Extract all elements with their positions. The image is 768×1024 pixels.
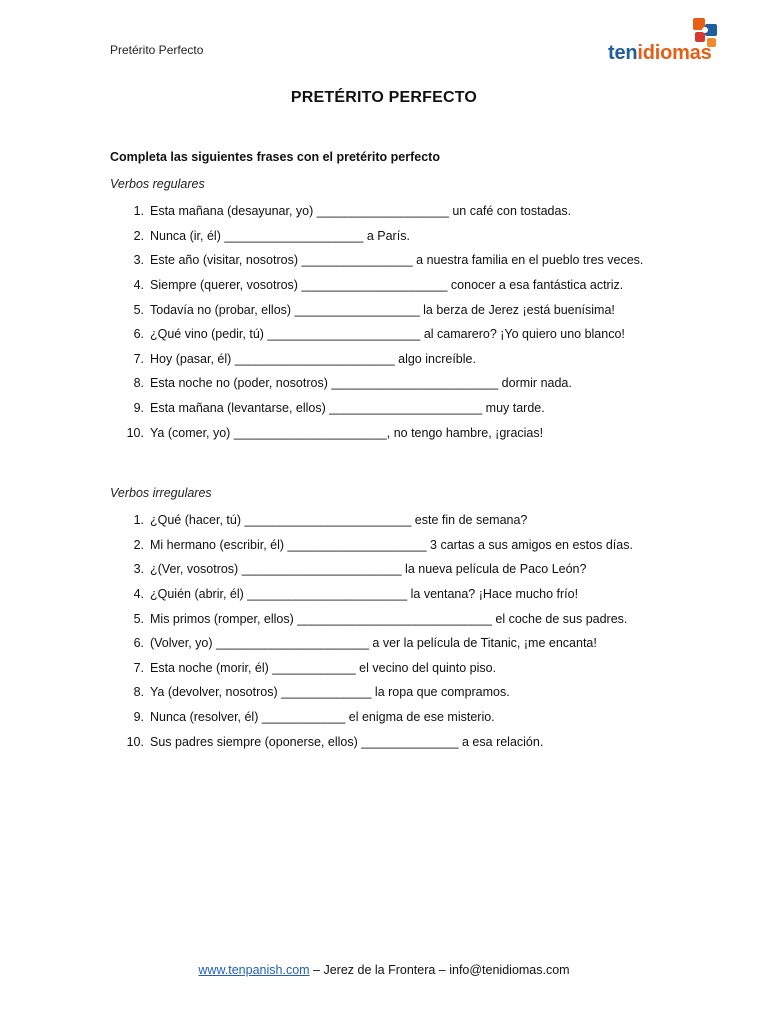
exercise-text: Mi hermano (escribir, él) ____________________ 3 cartas a sus amigos en estos días. — [150, 537, 633, 552]
exercise-number: 10. — [126, 734, 144, 749]
exercise-number: 8. — [133, 376, 144, 391]
exercise-list-regulares — [110, 199, 710, 445]
exercise-text: Esta mañana (desayunar, yo) ___________________ un café con tostadas. — [150, 204, 572, 219]
section-label-regulares: Verbos regulares — [110, 177, 205, 191]
exercise-number: 5. — [133, 611, 144, 626]
exercise-number: 7. — [133, 351, 144, 366]
exercise-item — [110, 606, 710, 631]
exercise-number: 4. — [133, 587, 144, 602]
exercise-item — [110, 729, 710, 754]
exercise-text: Esta noche no (poder, nosotros) ________________________ dormir nada. — [150, 376, 572, 391]
exercise-number: 5. — [133, 302, 144, 317]
exercise-item — [110, 224, 710, 249]
exercise-text: Hoy (pasar, él) _______________________ algo increíble. — [150, 351, 476, 366]
exercise-number: 7. — [133, 660, 144, 675]
website-link[interactable]: www.tenpanish.com — [198, 963, 310, 977]
exercise-item — [110, 508, 710, 533]
section-label-irregulares: Verbos irregulares — [110, 486, 212, 500]
exercise-number: 10. — [126, 425, 144, 440]
exercise-item — [110, 582, 710, 607]
exercise-text: Todavía no (probar, ellos) __________________ la berza de Jerez ¡está buenísima! — [150, 302, 615, 317]
exercise-item — [110, 248, 710, 273]
logo-idiomas: idiomas — [637, 42, 712, 64]
exercise-number: 1. — [133, 204, 144, 219]
exercise-item — [110, 199, 710, 224]
exercise-item — [110, 533, 710, 558]
exercise-item — [110, 631, 710, 656]
instructions: Completa las siguientes frases con el pretérito perfecto — [110, 150, 440, 164]
exercise-item — [110, 396, 710, 421]
exercise-item — [110, 680, 710, 705]
exercise-text: Sus padres siempre (oponerse, ellos) ______________ a esa relación. — [150, 734, 544, 749]
exercise-number: 6. — [133, 327, 144, 342]
logo-ten: ten — [608, 42, 638, 64]
exercise-number: 2. — [133, 537, 144, 552]
exercise-text: ¿Qué vino (pedir, tú) ______________________ al camarero? ¡Yo quiero uno blanco! — [150, 327, 625, 342]
exercise-item — [110, 322, 710, 347]
exercise-number: 4. — [133, 278, 144, 293]
exercise-text: ¿(Ver, vosotros) _______________________ la nueva película de Paco León? — [150, 562, 587, 577]
exercise-list-irregulares — [110, 508, 710, 754]
exercise-item — [110, 371, 710, 396]
exercise-text: Esta noche (morir, él) ____________ el vecino del quinto piso. — [150, 660, 497, 675]
exercise-text: ¿Qué (hacer, tú) ________________________ este fin de semana? — [150, 513, 528, 528]
exercise-number: 8. — [133, 685, 144, 700]
exercise-item — [110, 557, 710, 582]
exercise-number: 9. — [133, 710, 144, 725]
exercise-text: Siempre (querer, vosotros) _____________________ conocer a esa fantástica actriz. — [150, 278, 624, 293]
exercise-item — [110, 347, 710, 372]
footer-contact-text: – Jerez de la Frontera – info@tenidiomas.com — [309, 963, 570, 977]
exercise-item — [110, 273, 710, 298]
exercise-text: Nunca (ir, él) ____________________ a París. — [150, 228, 410, 243]
exercise-item — [110, 656, 710, 681]
logo-wordmark — [608, 42, 712, 65]
page-footer — [0, 963, 768, 977]
exercise-text: Nunca (resolver, él) ____________ el enigma de ese misterio. — [150, 710, 495, 725]
exercise-number: 3. — [133, 562, 144, 577]
exercise-number: 3. — [133, 253, 144, 268]
exercise-number: 2. — [133, 228, 144, 243]
exercise-text: Mis primos (romper, ellos) ____________________________ el coche de sus padres. — [150, 611, 628, 626]
page-title: PRETÉRITO PERFECTO — [290, 89, 478, 106]
exercise-text: Esta mañana (levantarse, ellos) ______________________ muy tarde. — [150, 401, 545, 416]
exercise-number: 6. — [133, 636, 144, 651]
exercise-text: Ya (comer, yo) ______________________, no tengo hambre, ¡gracias! — [150, 425, 544, 440]
header-doc-label: Pretérito Perfecto — [110, 43, 204, 57]
tenidiomas-logo — [608, 14, 732, 70]
exercise-text: Ya (devolver, nosotros) _____________ la ropa que compramos. — [150, 685, 510, 700]
exercise-text: ¿Quién (abrir, él) _______________________ la ventana? ¡Hace mucho frío! — [150, 587, 579, 602]
exercise-number: 9. — [133, 401, 144, 416]
exercise-text: (Volver, yo) ______________________ a ver la película de Titanic, ¡me encanta! — [150, 636, 597, 651]
exercise-number: 1. — [133, 513, 144, 528]
exercise-item — [110, 705, 710, 730]
exercise-item — [110, 420, 710, 445]
exercise-text: Este año (visitar, nosotros) ________________ a nuestra familia en el pueblo tres veces. — [150, 253, 644, 268]
exercise-item — [110, 297, 710, 322]
